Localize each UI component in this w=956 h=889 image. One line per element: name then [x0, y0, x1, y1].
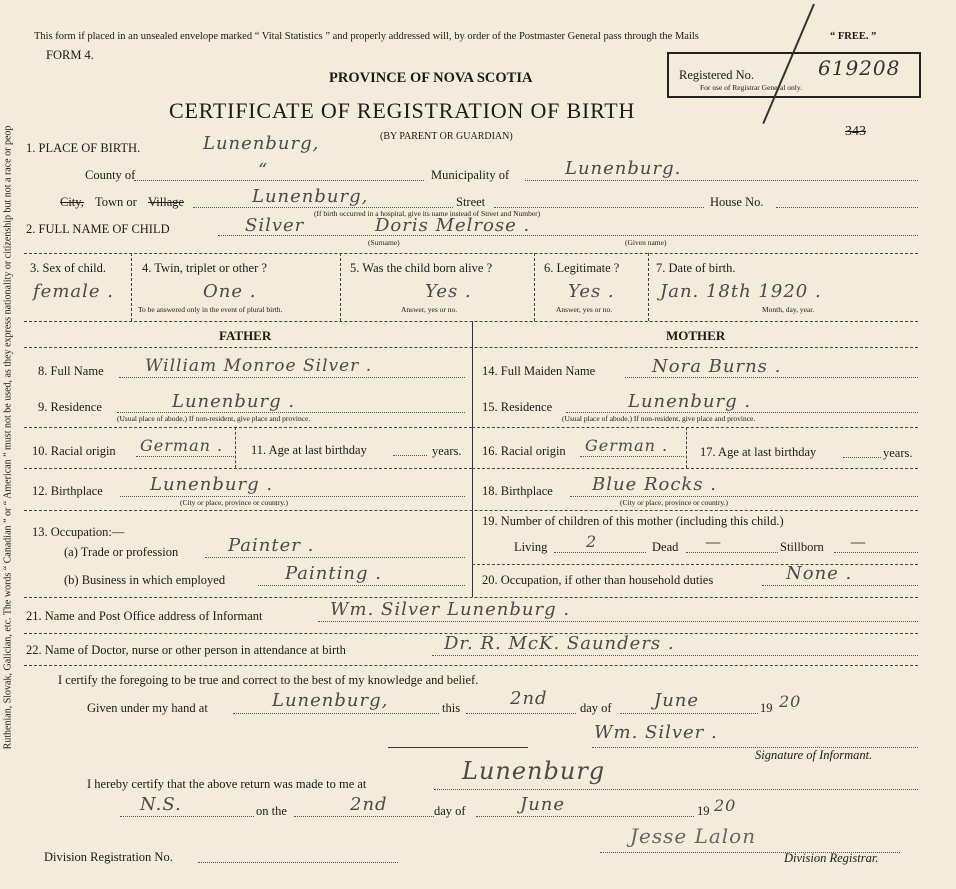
- mother-racial-label: 16. Racial origin: [482, 444, 566, 458]
- municipality-label: Municipality of: [431, 168, 510, 182]
- child-given: Doris Melrose .: [375, 215, 531, 236]
- informant-value: Wm. Silver Lunenburg .: [330, 599, 571, 620]
- registered-label: Registered No.: [679, 68, 754, 82]
- year-value: 20: [779, 692, 802, 711]
- month-value: June: [654, 690, 700, 711]
- mother-occ-label: 20. Occupation, if other than household duties: [482, 573, 714, 587]
- given-note: (Given name): [625, 238, 667, 247]
- county-value: “: [258, 160, 269, 181]
- this-label: this: [442, 701, 461, 715]
- mother-res-note: (Usual place of abode.) If non-resident, give place and province.: [562, 414, 756, 423]
- dead-value: —: [705, 532, 722, 551]
- date-value: Jan. 18th 1920 .: [660, 281, 822, 302]
- alive-label: 5. Was the child born alive ?: [350, 261, 493, 275]
- living-label: Living: [514, 540, 548, 554]
- hospital-note: (If birth occurred in a hospital, give its name instead of Street and Number): [314, 209, 541, 218]
- mother-name-value: Nora Burns .: [652, 356, 782, 377]
- town-value: Lunenburg,: [252, 186, 369, 207]
- year-prefix: 19: [760, 701, 773, 715]
- on-day: 2nd: [350, 794, 388, 815]
- given-place: Lunenburg,: [272, 690, 389, 711]
- mother-children-label: 19. Number of children of this mother (including this child.): [482, 514, 784, 528]
- division-registration-label: Division Registration No.: [44, 850, 173, 864]
- province-heading: PROVINCE OF NOVA SCOTIA: [329, 70, 533, 86]
- father-res-note: (Usual place of abode.) If non-resident, give place and province.: [117, 414, 311, 423]
- doctor-label: 22. Name of Doctor, nurse or other person in attendance at birth: [26, 643, 346, 657]
- father-bp-value: Lunenburg .: [150, 474, 274, 495]
- mother-bp-note: (City or place, province or country.): [620, 498, 729, 507]
- registrar-line: I hereby certify that the above return was made to me at: [87, 777, 367, 791]
- registrar-place: Lunenburg: [462, 757, 606, 785]
- father-trade-value: Painter .: [228, 535, 315, 556]
- on-year: 20: [714, 796, 737, 815]
- father-business-value: Painting .: [285, 563, 382, 584]
- on-label: on the: [256, 804, 287, 818]
- signature-caption: Signature of Informant.: [755, 748, 873, 762]
- form-number: FORM 4.: [46, 48, 94, 62]
- father-trade-label: (a) Trade or profession: [64, 545, 179, 559]
- father-racial-value: German .: [140, 436, 224, 455]
- father-bp-label: 12. Birthplace: [32, 484, 103, 498]
- mother-racial-value: German .: [585, 436, 669, 455]
- twin-label: 4. Twin, triplet or other ?: [142, 261, 267, 275]
- place-value: Lunenburg,: [203, 133, 320, 154]
- father-res-label: 9. Residence: [38, 400, 102, 414]
- informant-signature: Wm. Silver .: [594, 722, 718, 743]
- town-label-city: City,: [60, 195, 84, 209]
- date-note: Month, day, year.: [762, 305, 815, 314]
- father-name-label: 8. Full Name: [38, 364, 104, 378]
- registered-number: 619208: [818, 56, 901, 80]
- twin-value: One .: [203, 281, 257, 302]
- municipality-value: Lunenburg.: [565, 158, 682, 179]
- on-value: N.S.: [140, 794, 182, 815]
- registrar-signature: Jesse Lalon: [630, 824, 757, 848]
- sex-value: female .: [33, 281, 114, 302]
- father-occ-label: 13. Occupation:—: [32, 525, 125, 539]
- legit-label: 6. Legitimate ?: [544, 261, 620, 275]
- sex-label: 3. Sex of child.: [30, 261, 107, 275]
- child-surname: Silver: [245, 215, 305, 236]
- mother-heading: MOTHER: [666, 328, 726, 343]
- mother-res-label: 15. Residence: [482, 400, 553, 414]
- on-year-prefix: 19: [697, 804, 710, 818]
- on-day-label: day of: [434, 804, 466, 818]
- postal-notice: This form if placed in an unsealed envelope marked “ Vital Statistics ” and properly addressed will, by order of the Postmaster General pass through the Mails: [34, 31, 699, 42]
- alive-value: Yes .: [425, 281, 472, 302]
- mother-age-label: 17. Age at last birthday: [700, 445, 817, 459]
- living-value: 2: [586, 532, 598, 551]
- father-age-label: 11. Age at last birthday: [251, 443, 367, 457]
- stillborn-label: Stillborn: [780, 540, 824, 554]
- free-mark: “ FREE. ”: [830, 31, 877, 42]
- place-label: 1. PLACE OF BIRTH.: [26, 141, 141, 155]
- street-label: Street: [456, 195, 486, 209]
- father-racial-label: 10. Racial origin: [32, 444, 116, 458]
- legit-note: Answer, yes or no.: [556, 305, 613, 314]
- twin-note: To be answered only in the event of plural birth.: [138, 305, 283, 314]
- on-month: June: [520, 794, 566, 815]
- father-bp-note: (City or place, province or country.): [180, 498, 289, 507]
- mother-res-value: Lunenburg .: [628, 391, 752, 412]
- date-label: 7. Date of birth.: [656, 261, 736, 275]
- mother-bp-label: 18. Birthplace: [482, 484, 553, 498]
- mother-name-label: 14. Full Maiden Name: [482, 364, 596, 378]
- mother-occ-value: None .: [786, 563, 853, 584]
- alive-note: Answer, yes or no.: [401, 305, 458, 314]
- father-business-label: (b) Business in which employed: [64, 573, 226, 587]
- corner-mark: 343: [845, 124, 866, 139]
- page-title: CERTIFICATE OF REGISTRATION OF BIRTH: [169, 98, 636, 123]
- mother-age-unit: years.: [883, 446, 913, 460]
- given-label: Given under my hand at: [87, 701, 208, 715]
- father-age-unit: years.: [432, 444, 462, 458]
- town-label-town: Town or: [95, 195, 137, 209]
- county-label: County of: [85, 168, 136, 182]
- day-label: day of: [580, 701, 612, 715]
- page-subtitle: (BY PARENT OR GUARDIAN): [380, 131, 513, 142]
- father-res-value: Lunenburg .: [172, 391, 296, 412]
- father-name-value: William Monroe Silver .: [145, 356, 373, 376]
- day-value: 2nd: [510, 688, 548, 709]
- registrar-note: For use of Registrar General only.: [700, 83, 802, 92]
- informant-label: 21. Name and Post Office address of Informant: [26, 609, 263, 623]
- legit-value: Yes .: [568, 281, 615, 302]
- surname-note: (Surname): [368, 238, 400, 247]
- stillborn-value: —: [850, 532, 867, 551]
- doctor-value: Dr. R. McK. Saunders .: [444, 633, 675, 654]
- registrar-caption: Division Registrar.: [784, 851, 879, 865]
- certify-line: I certify the foregoing to be true and correct to the best of my knowledge and belief.: [58, 673, 479, 687]
- house-label: House No.: [710, 195, 764, 209]
- side-margin-text: Ruthenian, Slovak, Galician, etc. The words “ Canadian ” or “ American ” must not be used, as they express nationality or citizenship but not a race or peop: [2, 125, 14, 750]
- town-label-village: Village: [148, 195, 185, 209]
- child-label: 2. FULL NAME OF CHILD: [26, 222, 170, 236]
- dead-label: Dead: [652, 540, 679, 554]
- mother-bp-value: Blue Rocks .: [592, 474, 718, 495]
- father-heading: FATHER: [219, 328, 272, 343]
